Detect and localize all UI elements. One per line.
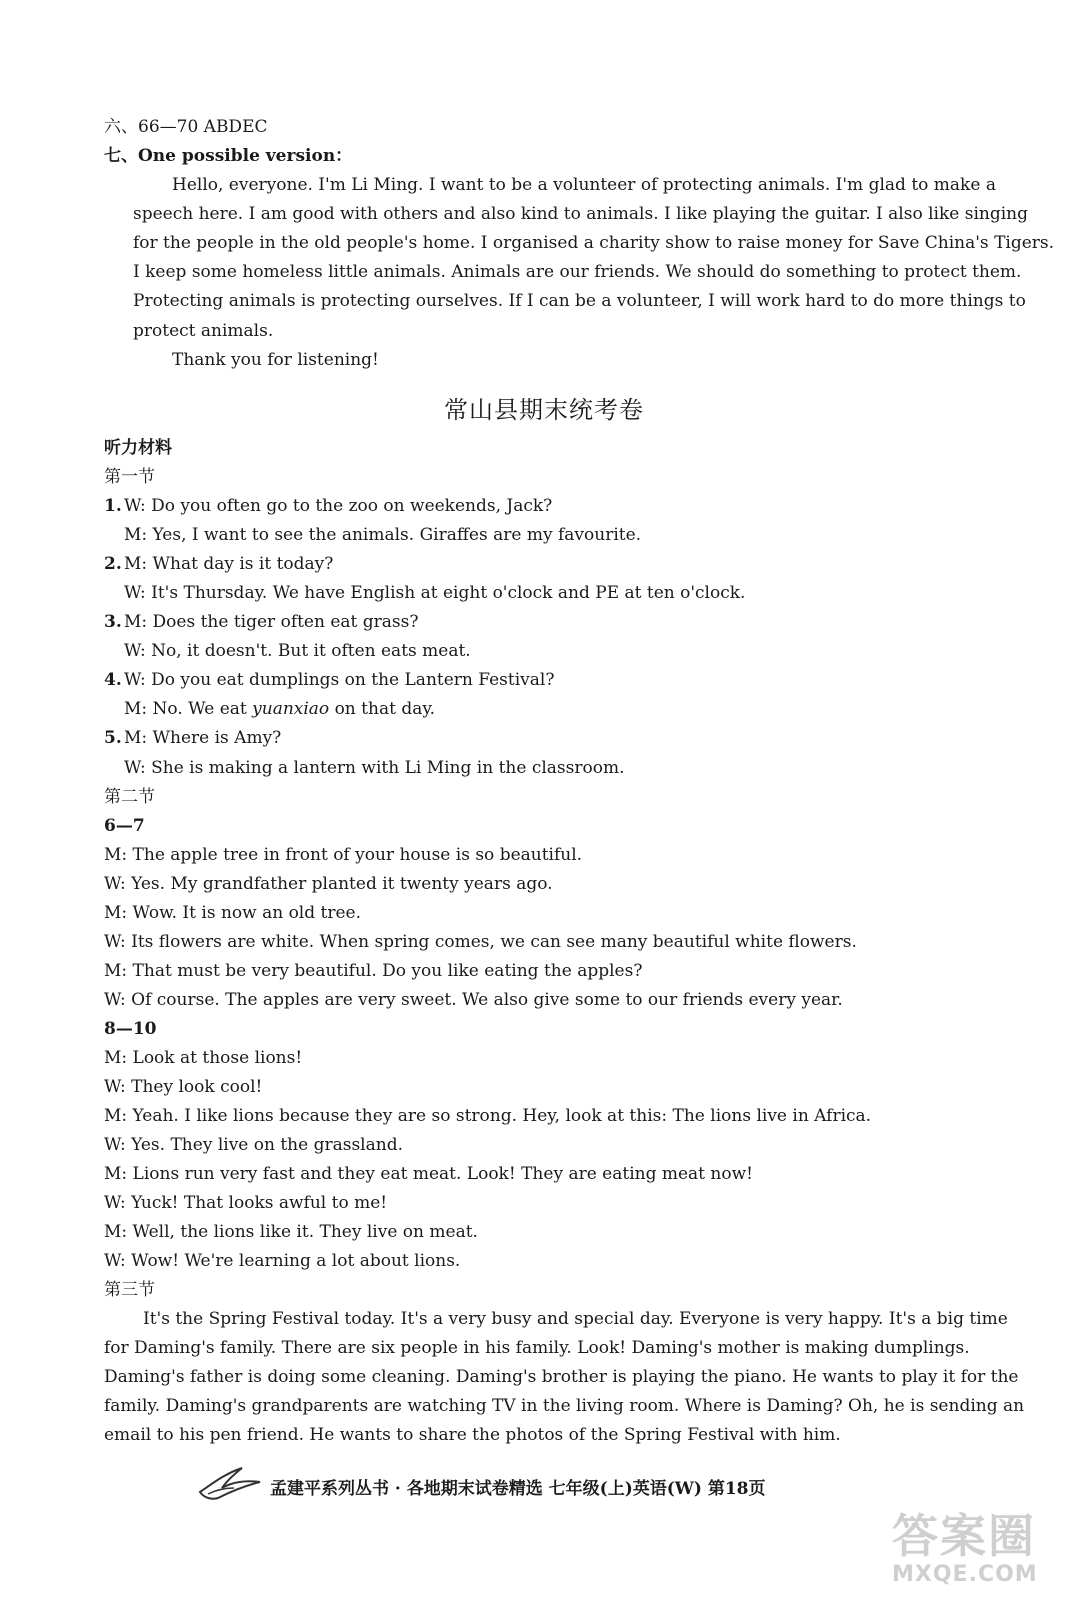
dialog-line: M: Lions run very fast and they eat meat. Look! They are eating meat now! [104,1164,753,1184]
essay-line: speech here. I am good with others and also kind to animals. I like playing the guitar. I also like singing [133,204,1029,224]
dialog-line: M: That must be very beautiful. Do you like eating the apples? [104,961,643,981]
dialog-line: W: She is making a lantern with Li Ming in the classroom. [124,758,625,778]
dialog-line [124,698,435,720]
swallow-logo-icon [198,1462,264,1502]
dialog-line: W: Yuck! That looks awful to me! [104,1193,388,1213]
group-heading-8-10: 8—10 [104,1019,157,1039]
essay-line: for the people in the old people's home. I organised a charity show to raise money for Save China's Tigers. [133,233,1055,253]
group-heading-6-7: 6—7 [104,816,145,836]
dialog-text: on that day. [329,699,436,719]
section3-heading: 第三节 [104,1280,155,1300]
essay-line: Protecting animals is protecting ourselves. If I can be a volunteer, I will work hard to do more things to [133,291,1026,311]
dialog-line: W: Of course. The apples are very sweet. We also give some to our friends every year. [104,990,843,1010]
watermark-site: MXQE.COM [892,1562,1038,1587]
dialog-line: M: Look at those lions! [104,1048,303,1068]
dialog-line: W: Wow! We're learning a lot about lions. [104,1251,461,1271]
dialog-line: W: Yes. My grandfather planted it twenty years ago. [104,874,553,894]
essay-line: I keep some homeless little animals. Animals are our friends. We should do something to protect them. [133,262,1022,282]
exam-title: 常山县期末统考卷 [444,396,644,424]
essay-line: Thank you for listening! [172,350,379,370]
dialog-line: M: What day is it today? [124,554,334,574]
dialog-line: W: They look cool! [104,1077,263,1097]
dialog-text: M: No. We eat [124,699,253,719]
italic-word: yuanxiao [252,699,330,719]
dialog-line: M: Where is Amy? [124,728,282,748]
dialog-line: M: Well, the lions like it. They live on meat. [104,1222,478,1242]
dialog-line: W: No, it doesn't. But it often eats meat. [124,641,471,661]
dialog-line: M: Yeah. I like lions because they are so strong. Hey, look at this: The lions live in Africa. [104,1106,872,1126]
section1-heading: 第一节 [104,467,155,487]
dialog-number: 4. [104,670,122,690]
dialog-number: 5. [104,728,122,748]
listening-heading: 听力材料 [104,438,172,458]
dialog-number: 1. [104,496,122,516]
dialog-line: W: Do you eat dumplings on the Lantern Festival? [124,670,555,690]
passage-line: email to his pen friend. He wants to share the photos of the Spring Festival with him. [104,1425,841,1445]
dialog-line: W: Yes. They live on the grassland. [104,1135,403,1155]
page-footer: 孟建平系列丛书 · 各地期末试卷精选 七年级(上)英语(W) 第18页 [270,1479,766,1499]
dialog-line: M: Wow. It is now an old tree. [104,903,362,923]
passage-line: Daming's father is doing some cleaning. Daming's brother is playing the piano. He wants to play it for the [104,1367,1019,1387]
part7-heading: 七、One possible version： [104,146,353,166]
section2-heading: 第二节 [104,787,155,807]
dialog-number: 2. [104,554,122,574]
dialog-line: M: Yes, I want to see the animals. Giraffes are my favourite. [124,525,642,545]
dialog-line: W: It's Thursday. We have English at eight o'clock and PE at ten o'clock. [124,583,746,603]
passage-line: It's the Spring Festival today. It's a very busy and special day. Everyone is very happy. It's a big time [143,1309,1008,1329]
dialog-line: W: Its flowers are white. When spring comes, we can see many beautiful white flowers. [104,932,857,952]
watermark [892,1500,1038,1587]
dialog-line: W: Do you often go to the zoo on weekends, Jack? [124,496,553,516]
dialog-number: 3. [104,612,122,632]
watermark-main: 答案圈 [892,1509,1036,1563]
dialog-line: M: Does the tiger often eat grass? [124,612,419,632]
passage-line: for Daming's family. There are six people in his family. Look! Daming's mother is making dumplings. [104,1338,970,1358]
passage-line: family. Daming's grandparents are watching TV in the living room. Where is Daming? Oh, he is sending an [104,1396,1025,1416]
part6-answer: 六、66—70 ABDEC [104,117,268,137]
essay-line: protect animals. [133,321,274,341]
dialog-line: M: The apple tree in front of your house is so beautiful. [104,845,583,865]
essay-line: Hello, everyone. I'm Li Ming. I want to be a volunteer of protecting animals. I'm glad to make a [172,175,996,195]
